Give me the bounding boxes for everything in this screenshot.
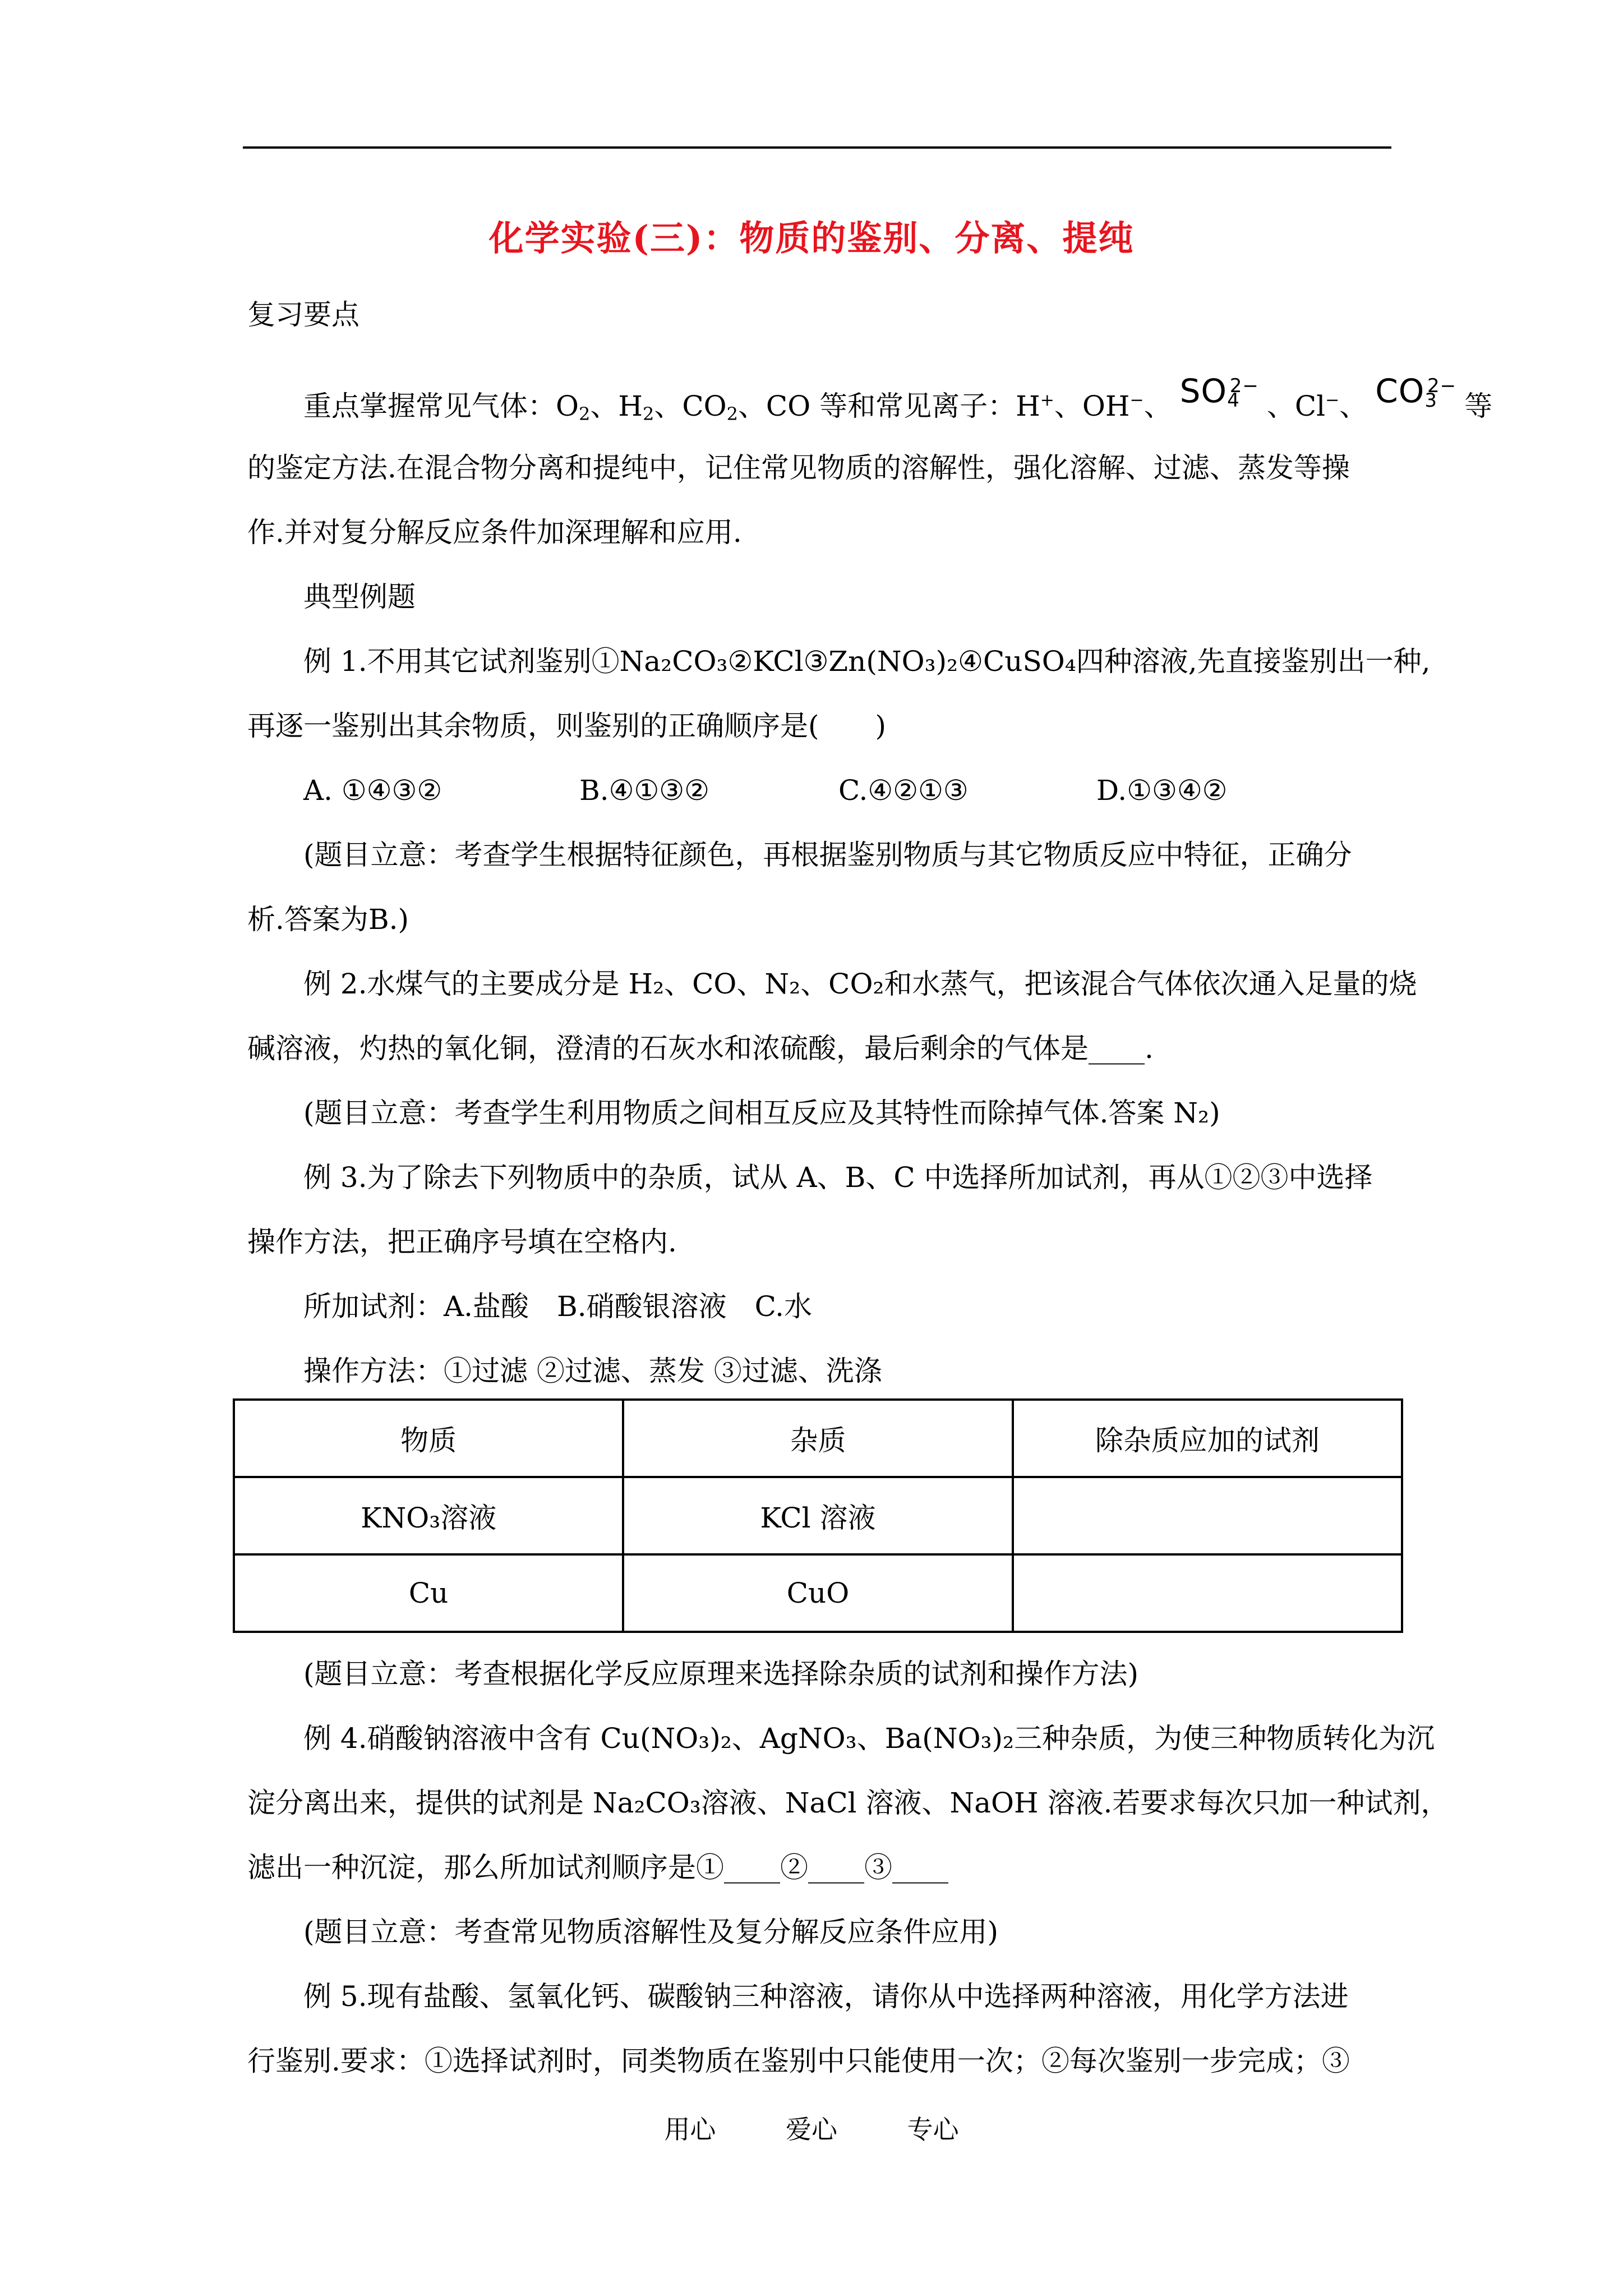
example-1-note-line-2: 析.答案为B.)	[247, 903, 409, 936]
table-cell: KNO₃溶液	[234, 1477, 623, 1554]
chloride-ion: Cl	[1294, 390, 1326, 422]
example-4-line-1: 例 4.硝酸钠溶液中含有 Cu(NO₃)₂、AgNO₃、Ba(NO₃)₂三种杂质，为使三种物质转化为沉	[303, 1722, 1435, 1755]
table-cell: Cu	[234, 1554, 623, 1632]
example-2-note: (题目立意：考查学生利用物质之间相互反应及其特性而除掉气体.答案 N₂)	[303, 1097, 1220, 1129]
section-heading-review: 复习要点	[247, 298, 359, 331]
section-heading-examples: 典型例题	[303, 581, 416, 613]
header-rule	[243, 146, 1391, 149]
example-3-note: (题目立意：考查根据化学反应原理来选择除杂质的试剂和操作方法)	[303, 1658, 1139, 1690]
table-header-cell: 杂质	[623, 1400, 1012, 1477]
table-header-row	[234, 1400, 1402, 1477]
example-5-line-2: 行鉴别.要求：①选择试剂时，同类物质在鉴别中只能使用一次；②每次鉴别一步完成；③	[247, 2045, 1350, 2077]
table-cell-answer	[1013, 1477, 1402, 1554]
option-a: A. ①④③②	[303, 774, 442, 807]
table-row	[234, 1477, 1402, 1554]
example-5-line-1: 例 5.现有盐酸、氢氧化钙、碳酸钠三种溶液，请你从中选择两种溶液，用化学方法进	[303, 1980, 1349, 2013]
example-1-line-1: 例 1.不用其它试剂鉴别①Na₂CO₃②KCl③Zn(NO₃)₂④CuSO₄四种溶液,先直接鉴别出一种,	[303, 645, 1431, 678]
intro-text-tail: 等	[1464, 390, 1493, 422]
hydroxide-ion: OH	[1082, 390, 1130, 422]
intro-text-ions: 等和常见离子：H	[819, 390, 1040, 422]
impurity-table	[233, 1398, 1403, 1633]
example-4-note: (题目立意：考查常见物质溶解性及复分解反应条件应用)	[303, 1916, 999, 1948]
table-cell-answer	[1013, 1554, 1402, 1632]
example-3-methods: 操作方法：①过滤 ②过滤、蒸发 ③过滤、洗涤	[303, 1355, 882, 1387]
intro-line-3: 作.并对复分解反应条件加深理解和应用.	[247, 516, 742, 549]
example-2-line-1: 例 2.水煤气的主要成分是 H₂、CO、N₂、CO₂和水蒸气，把该混合气体依次通入足量的烧	[303, 968, 1417, 1000]
sulfate-ion-formula: $SO_4^{2-}$	[1179, 372, 1259, 412]
option-d: D.①③④②	[1096, 774, 1228, 807]
intro-text-gases: 重点掌握常见气体：$O_2$、$H_2$、$CO_2$、CO	[303, 390, 820, 425]
table-cell: KCl 溶液	[623, 1477, 1012, 1554]
example-2-line-2: 碱溶液，灼热的氧化铜，澄清的石灰水和浓硫酸，最后剩余的气体是____.	[247, 1032, 1154, 1065]
example-3-reagents: 所加试剂：A.盐酸 B.硝酸银溶液 C.水	[303, 1290, 813, 1323]
table-header-cell: 除杂质应加的试剂	[1013, 1400, 1402, 1477]
example-3-line-2: 操作方法，把正确序号填在空格内.	[247, 1226, 677, 1258]
example-4-line-2: 淀分离出来，提供的试剂是 Na₂CO₃溶液、NaCl 溶液、NaOH 溶液.若要求每次只加一种试剂，	[247, 1787, 1449, 1819]
example-3-line-1: 例 3.为了除去下列物质中的杂质，试从 A、B、C 中选择所加试剂，再从①②③中选择	[303, 1161, 1373, 1194]
carbonate-ion-formula: $CO_3^{2-}$	[1375, 372, 1457, 412]
intro-line-2: 的鉴定方法.在混合物分离和提纯中，记住常见物质的溶解性，强化溶解、过滤、蒸发等操	[247, 452, 1350, 484]
option-c: C.④②①③	[838, 774, 969, 807]
page-footer: 用心 爱心 专心	[664, 2114, 959, 2145]
page-title: 化学实验(三)：物质的鉴别、分离、提纯	[488, 218, 1135, 259]
table-header-cell: 物质	[234, 1400, 623, 1477]
table-row	[234, 1554, 1402, 1632]
example-4-line-3: 滤出一种沉淀，那么所加试剂顺序是①____②____③____	[247, 1851, 948, 1884]
example-1-line-2: 再逐一鉴别出其余物质，则鉴别的正确顺序是( )	[247, 710, 887, 742]
option-b: B.④①③②	[579, 774, 709, 807]
intro-line-1: 重点掌握常见气体：$O_2$、$H_2$、$CO_2$、CO 等和常见离子：H+、OH−、 $SO_4^{2-}$、Cl−、 $CO_3^{2-}$等	[303, 372, 1493, 425]
example-1-note-line-1: (题目立意：考查学生根据特征颜色，再根据鉴别物质与其它物质反应中特征，正确分	[303, 839, 1352, 871]
table-cell: CuO	[623, 1554, 1012, 1632]
